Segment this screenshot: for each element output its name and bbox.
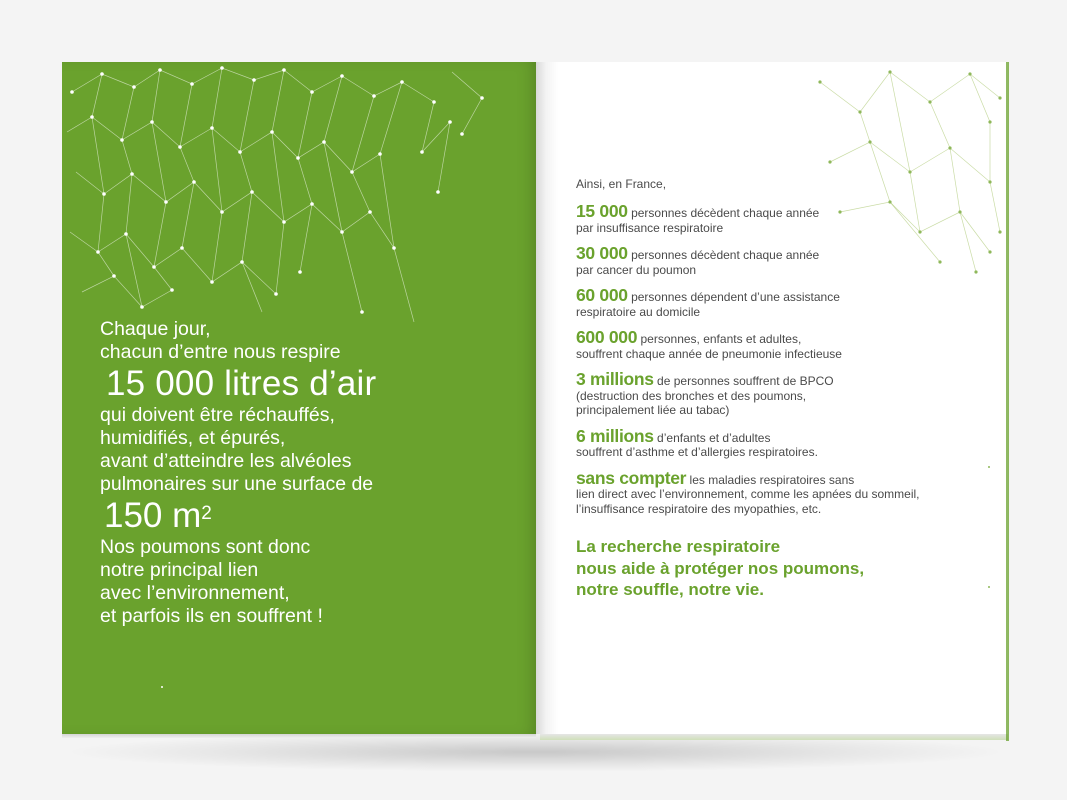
statistic-text: l’insuffisance respiratoire des myopathies, etc.: [576, 501, 822, 516]
body-line: humidifiés, et épurés,: [100, 427, 286, 449]
statistic-text: les maladies respiratoires sans: [686, 472, 855, 487]
statistic-text: personnes décèdent chaque année: [627, 206, 820, 220]
statistic-number: 600 000: [576, 327, 638, 347]
surface-area-exponent: 2: [201, 503, 212, 524]
statistic-item: [576, 285, 976, 319]
statistic-text: principalement liée au tabac): [576, 403, 730, 417]
statistic-text: par cancer du poumon: [576, 262, 697, 277]
air-volume-highlight: 15 000 litres d’air: [106, 364, 377, 403]
body-line: avant d’atteindre les alvéoles: [100, 450, 352, 472]
statistics-intro: Ainsi, en France,: [576, 177, 667, 191]
statistic-text: souffrent d’asthme et d’allergies respiratoires.: [576, 445, 818, 459]
closing-line: La recherche respiratoire: [576, 537, 781, 556]
statistic-text: personnes dépendent d’une assistance: [627, 290, 840, 304]
right-page-text: [576, 176, 976, 601]
right-page-edge: [540, 734, 1008, 740]
body-line: pulmonaires sur une surface de: [100, 473, 374, 495]
statistic-item: [576, 327, 976, 361]
statistic-text: personnes, enfants et adultes,: [637, 332, 802, 346]
statistic-text: lien direct avec l’environnement, comme les apnées du sommeil,: [576, 487, 920, 501]
statistic-number: sans compter: [576, 467, 687, 488]
statistic-number: 30 000: [576, 243, 628, 263]
surface-area-highlight: [104, 496, 520, 536]
right-page-green-edge: [1006, 62, 1009, 741]
statistic-number: 6 millions: [576, 425, 654, 446]
intro-line: chacun d’entre nous respire: [100, 341, 341, 363]
statistic-text: personnes décèdent chaque année: [627, 248, 820, 262]
left-page-text: [100, 318, 520, 628]
statistic-number: 60 000: [576, 285, 628, 305]
intro-line: Chaque jour,: [100, 318, 211, 340]
conclusion-line: notre principal lien: [100, 559, 259, 581]
left-constellation-decoration: [62, 62, 536, 322]
statistic-number: 3 millions: [576, 369, 654, 389]
conclusion-line: Nos poumons sont donc: [100, 536, 311, 558]
statistic-text: respiratoire au domicile: [576, 304, 701, 319]
statistic-text: (destruction des bronches et des poumons,: [576, 388, 807, 403]
statistic-text: de personnes souffrent de BPCO: [653, 374, 834, 388]
body-line: qui doivent être réchauffés,: [100, 404, 335, 426]
conclusion-line: avec l’environnement,: [100, 582, 290, 604]
left-page-edge: [62, 734, 536, 738]
decorative-dot: [988, 466, 990, 468]
closing-line: notre souffle, notre vie.: [576, 580, 764, 599]
statistic-item: [576, 201, 976, 235]
statistic-text: par insuffisance respiratoire: [576, 220, 724, 235]
statistic-item: [576, 243, 976, 277]
decorative-dot: [988, 586, 990, 588]
statistic-text: d’enfants et d’adultes: [653, 430, 771, 445]
statistic-text: souffrent chaque année de pneumonie infectieuse: [576, 346, 842, 361]
decorative-dot: [161, 686, 163, 688]
statistic-number: 15 000: [576, 201, 628, 221]
statistic-item: [576, 369, 976, 418]
closing-line: nous aide à protéger nos poumons,: [576, 558, 865, 578]
surface-area-value: 150 m: [104, 496, 202, 535]
statistic-item: [576, 425, 976, 460]
statistic-item: [576, 467, 976, 517]
closing-statement: [576, 536, 976, 601]
conclusion-line: et parfois ils en souffrent !: [100, 605, 323, 627]
